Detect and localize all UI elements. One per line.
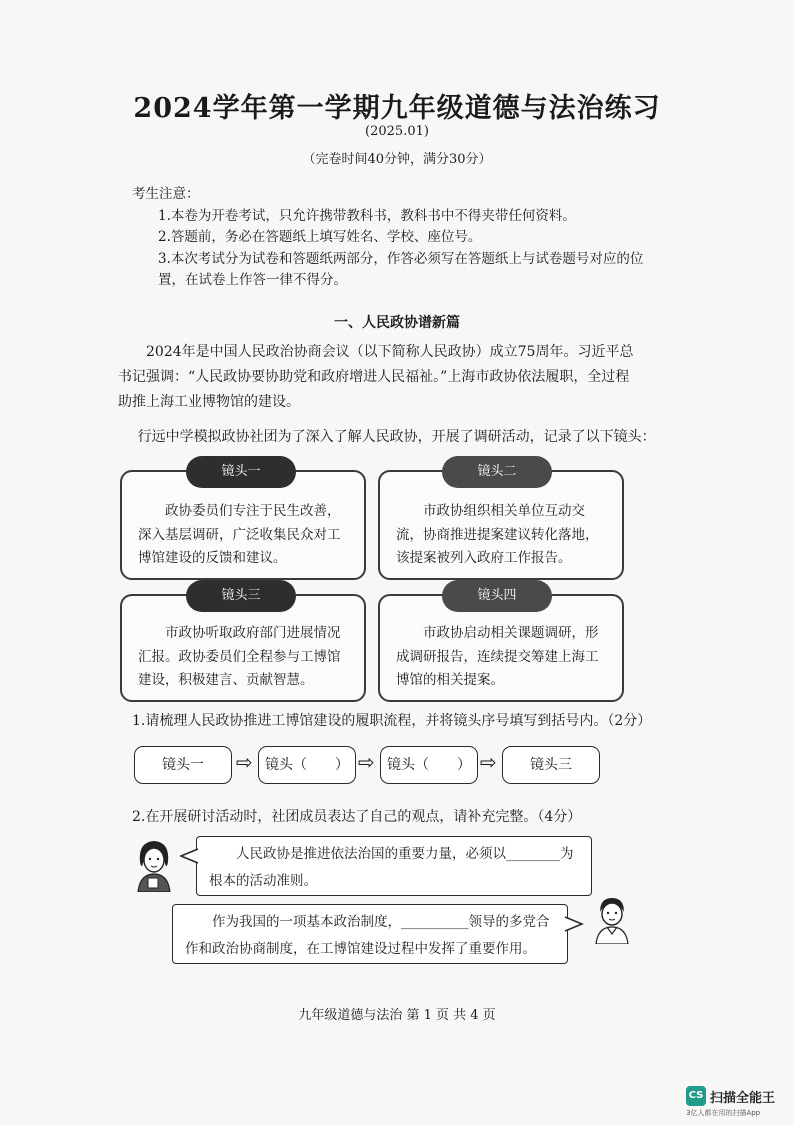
shot-text-3: 市政协听取政府部门进展情况汇报。政协委员们全程参与工博馆建设，积极建言、贡献智慧。: [138, 625, 341, 688]
shot-label-1: 镜头一: [186, 456, 296, 488]
shot-label-2: 镜头二: [442, 456, 552, 488]
notice-heading: 考生注意：: [132, 186, 200, 202]
flow-arrow-icon: ⇨: [358, 750, 375, 774]
flow-step-4: 镜头三: [502, 746, 600, 784]
bubble-1-line-2: 根本的活动准则。: [209, 873, 317, 889]
question-2: 2.在开展研讨活动时，社团成员表达了自己的观点，请补充完整。（4分）: [132, 809, 582, 825]
flow-step-3[interactable]: 镜头（ ）: [380, 746, 478, 784]
bubble-1-line-1: 人民政协是推进依法治国的重要力量，必须以________为: [236, 846, 574, 862]
shot-text-4: 市政协启动相关课题调研，形成调研报告，连续提交筹建上海工博馆的相关提案。: [396, 625, 599, 688]
exam-title: 2024学年第一学期九年级道德与法治练习: [133, 93, 661, 124]
exam-date: (2025.01): [365, 124, 429, 139]
student-boy-avatar: [590, 894, 634, 944]
scanner-logo-icon: CS: [686, 1086, 706, 1106]
section-intro: 2024年是中国人民政治协商会议（以下简称人民政协）成立75周年。习近平总书记强调：“人民政协要协助党和政府增进人民福祉。”上海市政协依法履职，全过程助推上海工业博物馆的建设。: [118, 344, 634, 410]
flow-step-1: 镜头一: [134, 746, 232, 784]
shot-text-1: 政协委员们专注于民生改善，深入基层调研，广泛收集民众对工博馆建设的反馈和建议。: [138, 503, 341, 566]
bubble-2-line-1: 作为我国的一项基本政治制度，__________领导的多党合: [212, 914, 550, 930]
scanner-watermark: [686, 1086, 775, 1118]
bubble-2-line-2: 作和政治协商制度，在工博馆建设过程中发挥了重要作用。: [185, 941, 536, 957]
flow-arrow-icon: ⇨: [236, 750, 253, 774]
shot-label-3: 镜头三: [186, 580, 296, 612]
shot-label-4: 镜头四: [442, 580, 552, 612]
notice-item-2: 2.答题前，务必在答题纸上填写姓名、学校、座位号。: [158, 229, 482, 245]
section-title: 一、人民政协谱新篇: [334, 315, 460, 331]
scanner-slogan: 3亿人都在用的扫描App: [686, 1109, 761, 1117]
flow-step-2[interactable]: 镜头（ ）: [258, 746, 356, 784]
student-girl-avatar: [130, 836, 178, 892]
notice-item-3a: 3.本次考试分为试卷和答题纸两部分，作答必须写在答题纸上与试卷题号对应的位: [158, 250, 644, 267]
notice-item-1: 1.本卷为开卷考试，只允许携带教科书，教科书中不得夹带任何资料。: [158, 207, 576, 224]
exam-time-info: （完卷时间40分钟，满分30分）: [302, 152, 492, 167]
speech-bubble-1: [196, 836, 592, 896]
bubble-pointer-icon: [564, 916, 584, 932]
scanner-name: 扫描全能王: [710, 1090, 776, 1106]
section-activity: 行远中学模拟政协社团为了深入了解人民政协，开展了调研活动，记录了以下镜头：: [137, 429, 656, 445]
shot-text-2: 市政协组织相关单位互动交流，协商推进提案建议转化落地，该提案被列入政府工作报告。: [396, 503, 599, 566]
question-1: 1.请梳理人民政协推进工博馆建设的履职流程，并将镜头序号填写到括号内。（2分）: [132, 713, 652, 729]
notice-block: [132, 184, 652, 292]
speech-bubble-2: [172, 904, 568, 964]
page-footer: 九年级道德与法治 第 1 页 共 4 页: [298, 1008, 496, 1023]
flow-arrow-icon: ⇨: [480, 750, 497, 774]
bubble-pointer-icon: [180, 848, 200, 864]
notice-item-3b: 置，在试卷上作答一律不得分。: [158, 272, 347, 288]
